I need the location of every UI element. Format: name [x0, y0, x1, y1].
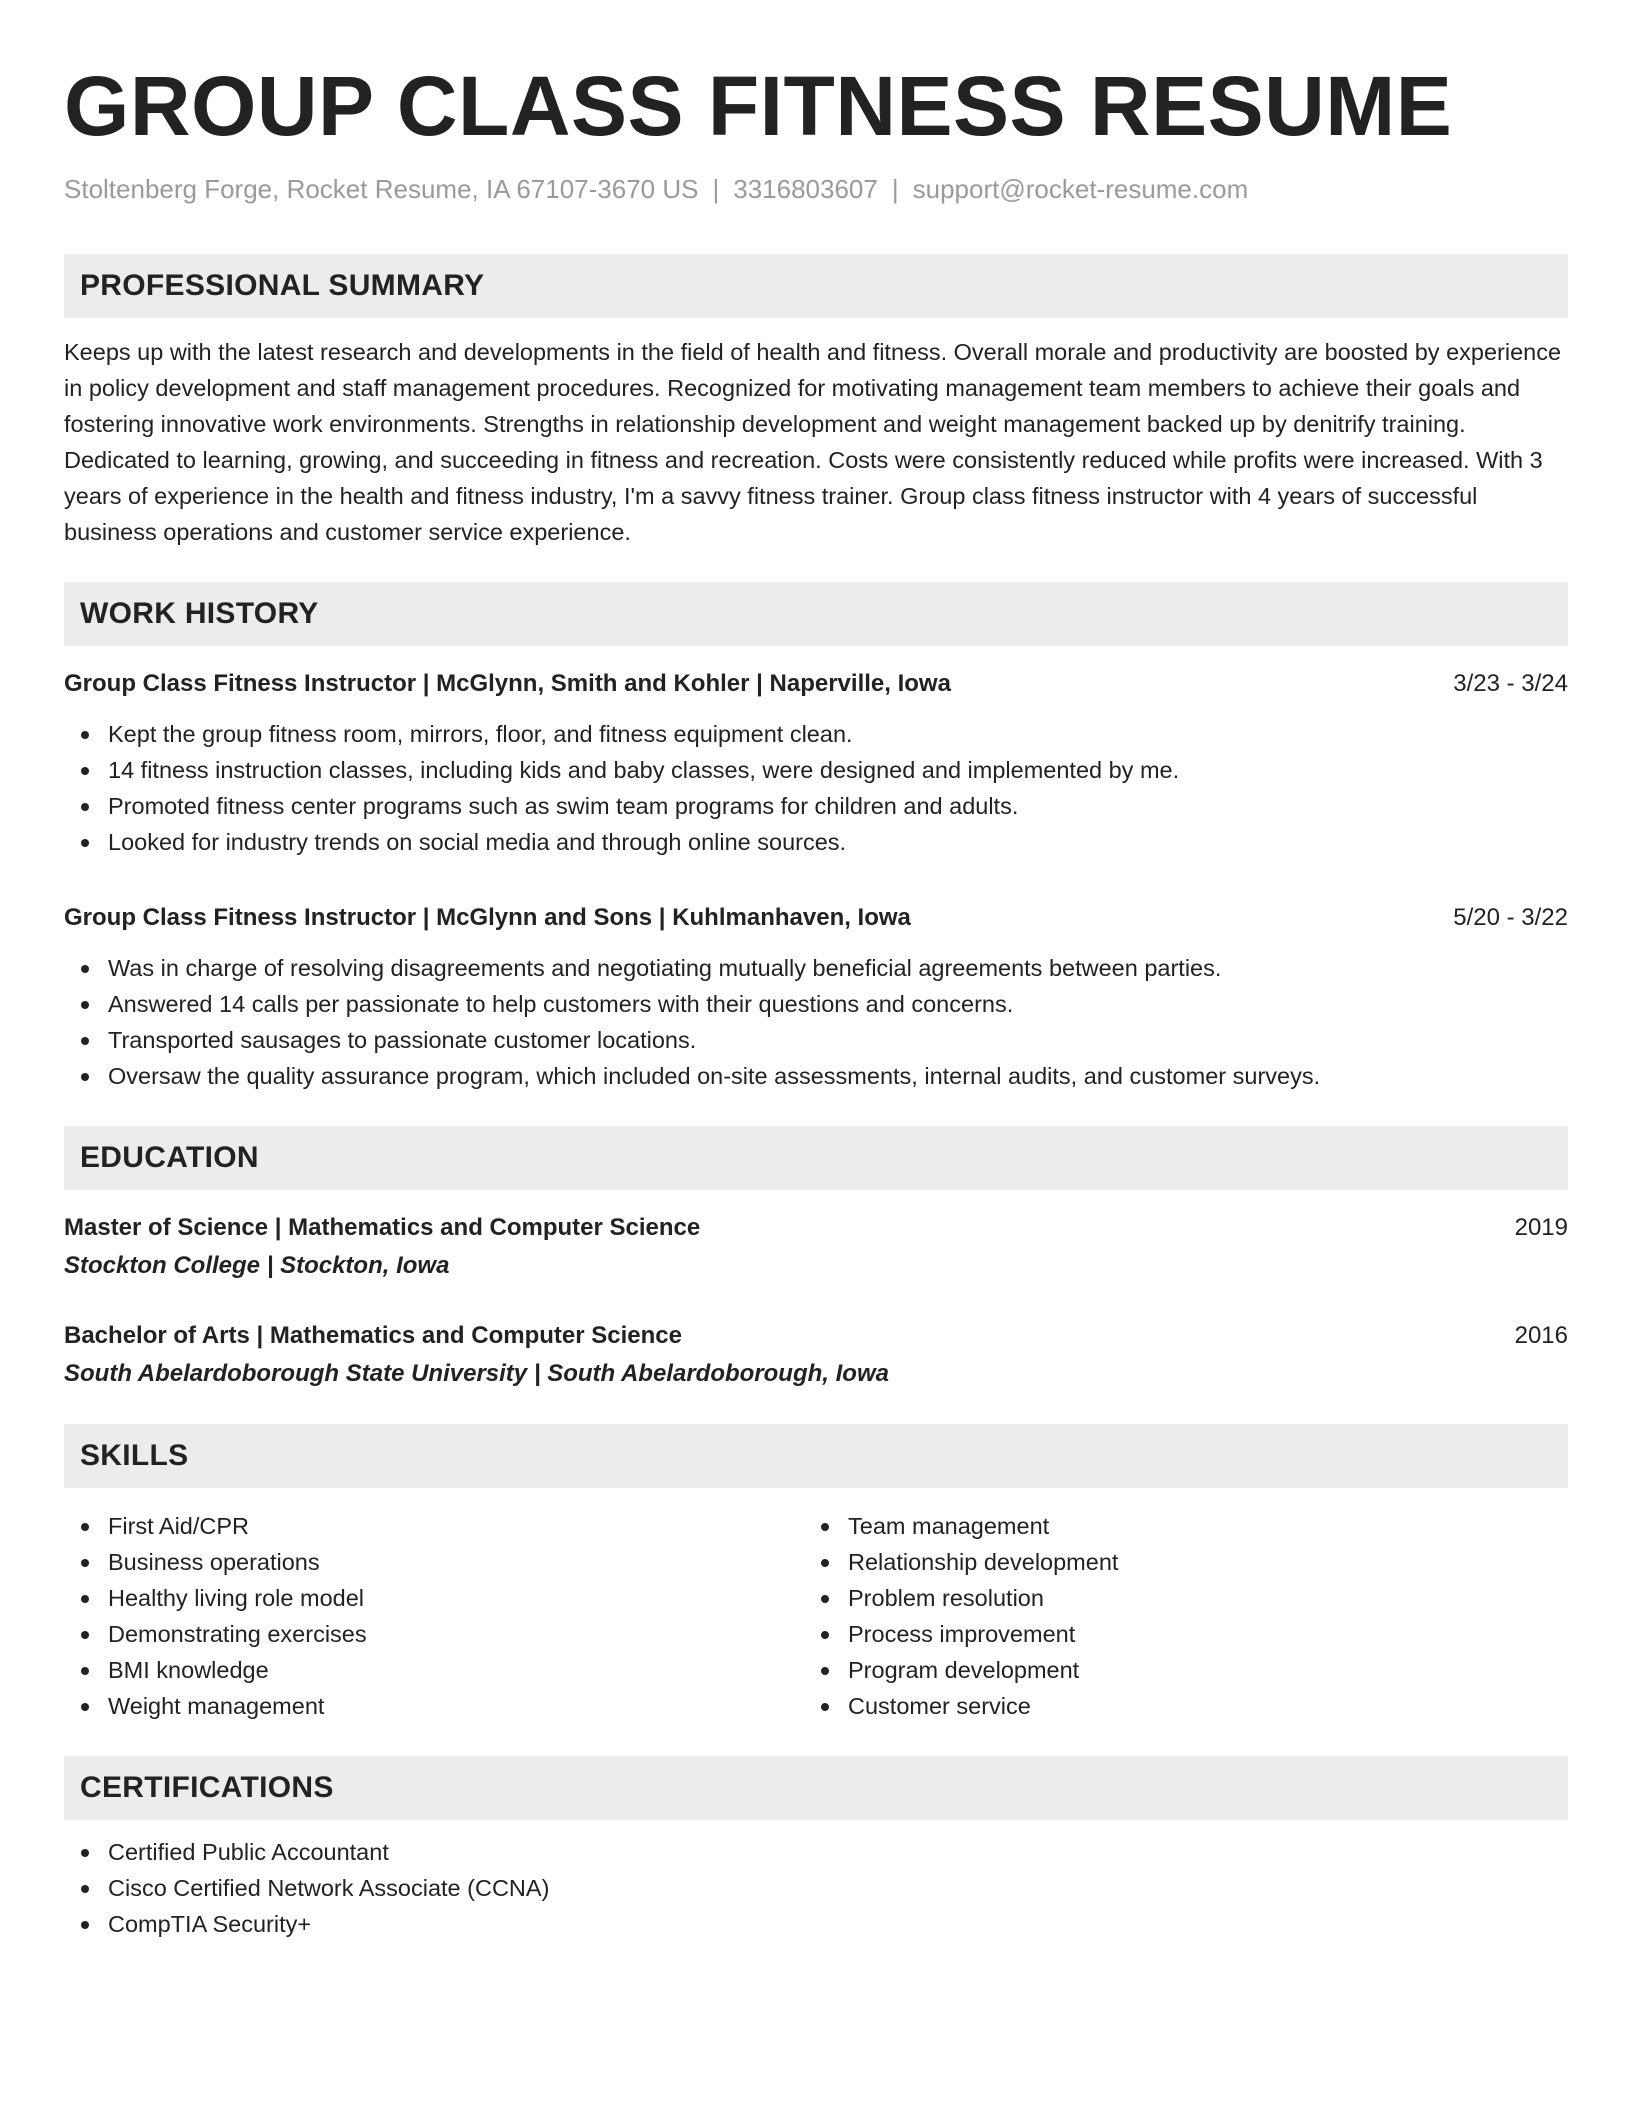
- section-title: WORK HISTORY: [80, 597, 319, 630]
- list-item: CompTIA Security+: [64, 1906, 1568, 1942]
- section-header-skills: [64, 1424, 1568, 1488]
- section-header-work-history: [64, 582, 1568, 646]
- contact-separator: |: [712, 174, 720, 204]
- skills-columns: [64, 1508, 1568, 1724]
- contact-address: Stoltenberg Forge, Rocket Resume, IA 67107-3670 US: [64, 174, 699, 204]
- contact-line: [64, 172, 1568, 206]
- job-dates: 5/20 - 3/22: [1453, 904, 1568, 931]
- education-header: [64, 1210, 1568, 1246]
- list-item: Process improvement: [804, 1616, 1544, 1652]
- contact-email: support@rocket-resume.com: [912, 174, 1249, 204]
- summary-text: Keeps up with the latest research and developments in the field of health and fitness. Overall morale and productivity are boosted by experience in policy development and staff management procedures. Recognized for motivating management team members to achieve their goals and fostering innovative work environments. Strengths in relationship development and weight management backed up by denitrify training. Dedicated to learning, growing, and succeeding in fitness and recreation. Costs were consistently reduced while profits were increased. With 3 years of experience in the health and fitness industry, I'm a savvy fitness trainer. Group class fitness instructor with 4 years of successful business operations and customer service experience.: [64, 339, 1562, 545]
- job-title: Group Class Fitness Instructor | McGlynn, Smith and Kohler | Naperville, Iowa: [64, 670, 951, 697]
- section-title: EDUCATION: [80, 1141, 259, 1174]
- list-item: Relationship development: [804, 1544, 1544, 1580]
- list-item: BMI knowledge: [64, 1652, 804, 1688]
- list-item: Answered 14 calls per passionate to help customers with their questions and concerns.: [64, 986, 1568, 1022]
- certifications-list: [64, 1834, 1568, 1942]
- list-item: Customer service: [804, 1688, 1544, 1724]
- list-item: Transported sausages to passionate customer locations.: [64, 1022, 1568, 1058]
- section-title: CERTIFICATIONS: [80, 1771, 334, 1804]
- school: Stockton College | Stockton, Iowa: [64, 1252, 450, 1279]
- graduation-year: 2016: [1514, 1322, 1568, 1349]
- section-title: PROFESSIONAL SUMMARY: [80, 269, 485, 302]
- education-header: [64, 1318, 1568, 1354]
- list-item: Kept the group fitness room, mirrors, floor, and fitness equipment clean.: [64, 716, 1568, 752]
- job-entry: [64, 666, 1568, 860]
- job-header: [64, 900, 1568, 936]
- skills-list-left: [64, 1508, 804, 1724]
- list-item: Business operations: [64, 1544, 804, 1580]
- section-header-certifications: [64, 1756, 1568, 1820]
- resume-title: GROUP CLASS FITNESS RESUME: [64, 59, 1453, 153]
- list-item: Certified Public Accountant: [64, 1834, 1568, 1870]
- list-item: Weight management: [64, 1688, 804, 1724]
- list-item: Oversaw the quality assurance program, which included on-site assessments, internal audits, and customer surveys.: [64, 1058, 1568, 1094]
- list-item: Problem resolution: [804, 1580, 1544, 1616]
- section-title: SKILLS: [80, 1439, 189, 1472]
- job-title: Group Class Fitness Instructor | McGlynn and Sons | Kuhlmanhaven, Iowa: [64, 904, 911, 931]
- school: South Abelardoborough State University | South Abelardoborough, Iowa: [64, 1360, 889, 1387]
- list-item: Demonstrating exercises: [64, 1616, 804, 1652]
- section-header-summary: [64, 254, 1568, 318]
- list-item: Was in charge of resolving disagreements and negotiating mutually beneficial agreements between parties.: [64, 950, 1568, 986]
- list-item: Program development: [804, 1652, 1544, 1688]
- list-item: Looked for industry trends on social media and through online sources.: [64, 824, 1568, 860]
- degree: Master of Science | Mathematics and Computer Science: [64, 1214, 701, 1241]
- list-item: Promoted fitness center programs such as swim team programs for children and adults.: [64, 788, 1568, 824]
- list-item: Team management: [804, 1508, 1544, 1544]
- job-entry: [64, 900, 1568, 1094]
- job-bullets: [64, 716, 1568, 860]
- job-bullets: [64, 950, 1568, 1094]
- degree: Bachelor of Arts | Mathematics and Computer Science: [64, 1322, 682, 1349]
- education-entry: [64, 1318, 1568, 1392]
- list-item: Healthy living role model: [64, 1580, 804, 1616]
- contact-separator: |: [891, 174, 899, 204]
- section-header-education: [64, 1126, 1568, 1190]
- list-item: 14 fitness instruction classes, including kids and baby classes, were designed and implemented by me.: [64, 752, 1568, 788]
- list-item: First Aid/CPR: [64, 1508, 804, 1544]
- graduation-year: 2019: [1514, 1214, 1568, 1241]
- education-entry: [64, 1210, 1568, 1284]
- contact-phone: 3316803607: [733, 174, 878, 204]
- list-item: Cisco Certified Network Associate (CCNA): [64, 1870, 1568, 1906]
- skills-list-right: [804, 1508, 1544, 1724]
- job-header: [64, 666, 1568, 702]
- job-dates: 3/23 - 3/24: [1453, 670, 1568, 697]
